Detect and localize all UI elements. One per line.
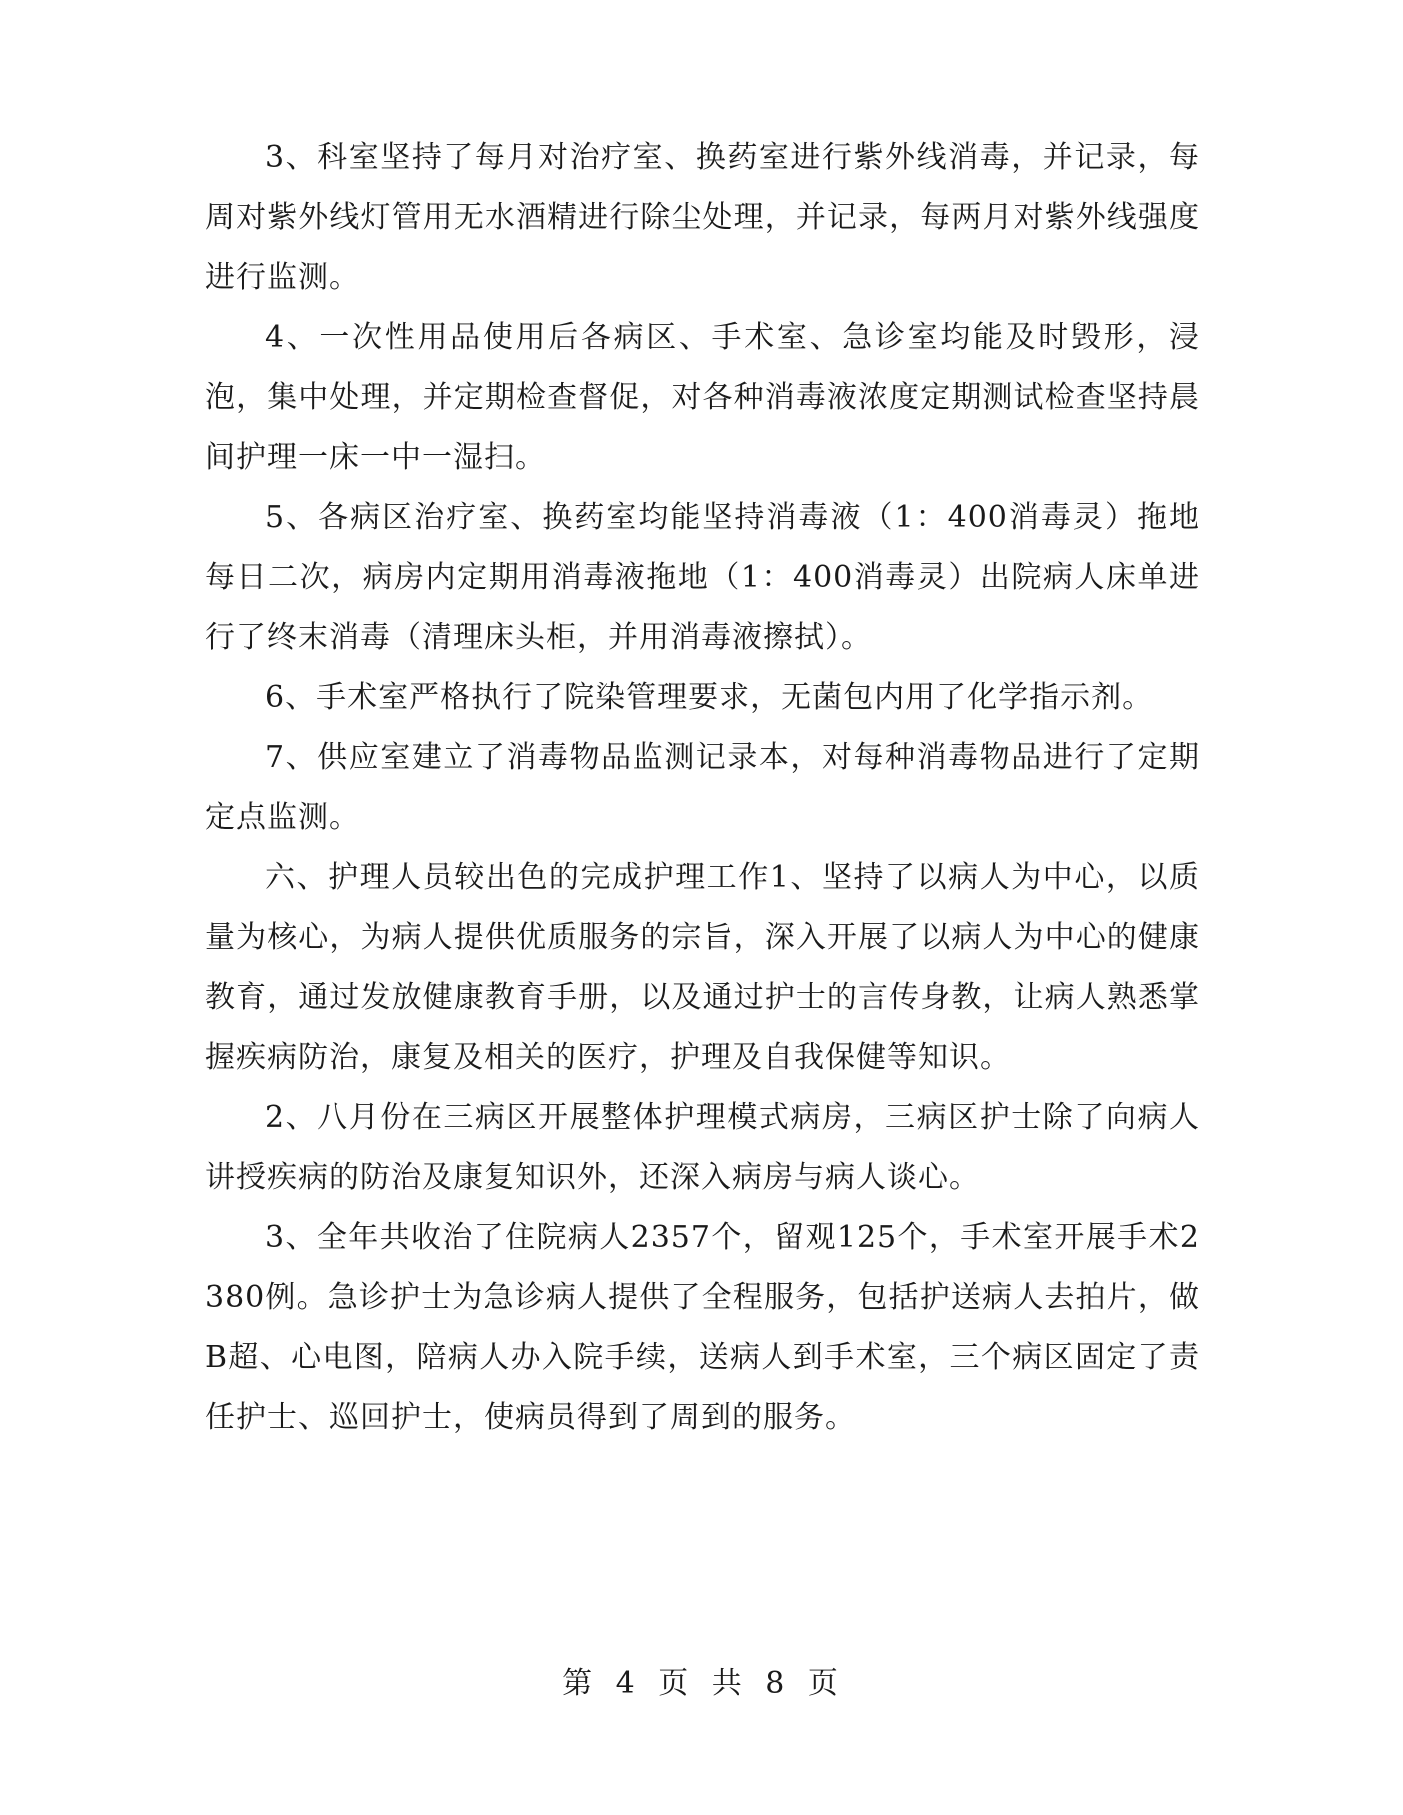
paragraph-item-5-floor-disinfection: 5、各病区治疗室、换药室均能坚持消毒液（1：400消毒灵）拖地每日二次，病房内定期用消毒液拖地（1：400消毒灵）出院病人床单进行了终末消毒（清理床头柜，并用消毒液擦拭）。 [205,500,1200,655]
paragraph-section-6-nursing-work: 六、护理人员较出色的完成护理工作1、坚持了以病人为中心，以质量为核心，为病人提供优质服务的宗旨，深入开展了以病人为中心的健康教育，通过发放健康教育手册，以及通过护士的言传身教，让病人熟悉掌握疾病防治，康复及相关的医疗，护理及自我保健等知识。 [205,860,1200,1075]
paragraph-item-4-disposables: 4、一次性用品使用后各病区、手术室、急诊室均能及时毁形，浸泡，集中处理，并定期检查督促，对各种消毒液浓度定期测试检查坚持晨间护理一床一中一湿扫。 [205,320,1200,475]
document-body [205,128,1200,1448]
paragraph-item-3-uv-disinfection: 3、科室坚持了每月对治疗室、换药室进行紫外线消毒，并记录，每周对紫外线灯管用无水酒精进行除尘处理，并记录，每两月对紫外线强度进行监测。 [205,140,1200,295]
paragraph-item-6-operating-room: 6、手术室严格执行了院染管理要求，无菌包内用了化学指示剂。 [265,680,1154,715]
page-number-footer: 第 4 页 共 8 页 [562,1666,841,1701]
paragraph-item-3-annual-statistics: 3、全年共收治了住院病人2357个，留观125个，手术室开展手术2380例。急诊护士为急诊病人提供了全程服务，包括护送病人去拍片，做B超、心电图，陪病人办入院手续，送病人到手术室，三个病区固定了责任护士、巡回护士，使病员得到了周到的服务。 [205,1220,1200,1435]
paragraph-item-2-holistic-care: 2、八月份在三病区开展整体护理模式病房，三病区护士除了向病人讲授疾病的防治及康复知识外，还深入病房与病人谈心。 [205,1100,1200,1195]
paragraph-item-7-supply-room: 7、供应室建立了消毒物品监测记录本，对每种消毒物品进行了定期定点监测。 [205,740,1200,835]
